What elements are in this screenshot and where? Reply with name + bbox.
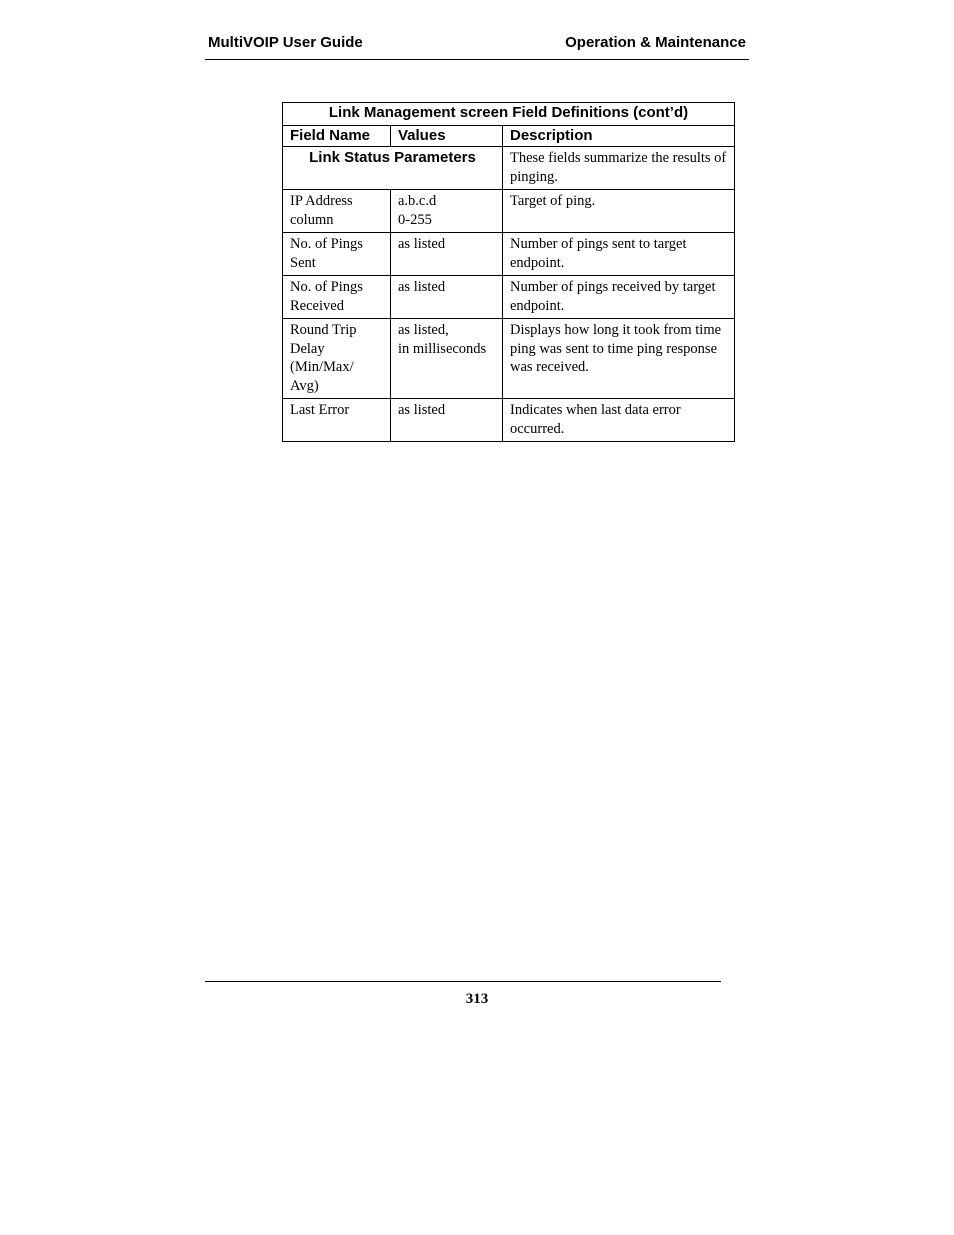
values-cell: as listed (391, 399, 503, 442)
column-header-values: Values (391, 125, 503, 147)
field-name-cell: IP Address column (283, 190, 391, 233)
table-title: Link Management screen Field Definitions (cont’d) (283, 103, 735, 126)
field-name-cell: Last Error (283, 399, 391, 442)
values-cell: as listed (391, 276, 503, 319)
footer-divider (205, 981, 721, 982)
field-name-cell: Round Trip Delay (Min/Max/ Avg) (283, 319, 391, 399)
section-description: These fields summarize the results of pinging. (503, 147, 735, 190)
table-row (283, 399, 735, 442)
page-number: 313 (465, 991, 489, 1007)
table-row (283, 233, 735, 276)
header-guide-title: MultiVOIP User Guide (208, 34, 363, 51)
description-cell: Indicates when last data error occurred. (503, 399, 735, 442)
description-cell: Number of pings received by target endpoint. (503, 276, 735, 319)
section-row (283, 147, 735, 190)
column-header-field-name: Field Name (283, 125, 391, 147)
table-row (283, 319, 735, 399)
field-name-cell: No. of Pings Sent (283, 233, 391, 276)
description-cell: Displays how long it took from time ping was sent to time ping response was received. (503, 319, 735, 399)
values-cell: as listed (391, 233, 503, 276)
values-cell: a.b.c.d 0-255 (391, 190, 503, 233)
table-row (283, 276, 735, 319)
field-definitions-table (282, 102, 735, 442)
column-header-description: Description (503, 125, 735, 147)
page-header (205, 33, 749, 60)
table-header-row (283, 125, 735, 147)
table-row (283, 190, 735, 233)
description-cell: Number of pings sent to target endpoint. (503, 233, 735, 276)
field-name-cell: No. of Pings Received (283, 276, 391, 319)
section-label: Link Status Parameters (283, 147, 503, 190)
header-section-title: Operation & Maintenance (565, 34, 746, 51)
table-title-row (283, 103, 735, 126)
values-cell: as listed, in milliseconds (391, 319, 503, 399)
description-cell: Target of ping. (503, 190, 735, 233)
